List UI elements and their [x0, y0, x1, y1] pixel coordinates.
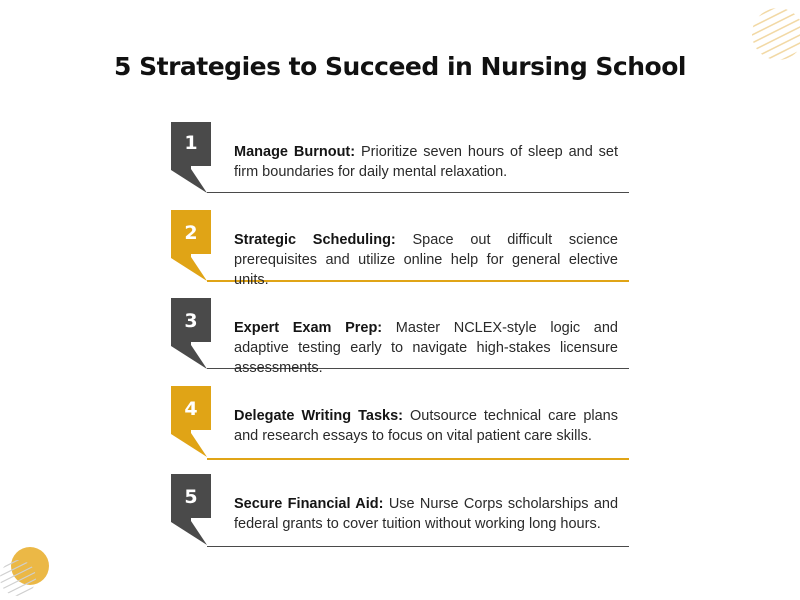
divider-line	[207, 458, 629, 460]
strategy-description	[234, 494, 618, 534]
strategy-label: Strategic Scheduling:	[234, 232, 396, 248]
strategy-text: Prioritize seven hours of sleep and set firm boundaries for daily mental relaxation.	[234, 144, 619, 180]
strategy-item	[171, 386, 629, 466]
number-badge	[171, 474, 211, 546]
number-badge	[171, 298, 211, 370]
decorative-circle-bottom-left	[0, 544, 56, 600]
number-badge	[171, 386, 211, 458]
strategy-label: Delegate Writing Tasks:	[234, 408, 403, 424]
strategy-description	[234, 142, 618, 182]
strategy-text: Space out difficult science prerequisites and utilize online help for general elective units.	[234, 232, 618, 288]
strategy-description	[234, 406, 618, 446]
strategy-label: Secure Financial Aid:	[234, 496, 384, 512]
strategy-number: 2	[184, 222, 198, 244]
strategy-item	[171, 122, 629, 202]
divider-line	[207, 546, 629, 547]
strategy-label: Manage Burnout:	[234, 144, 356, 160]
number-badge	[171, 210, 211, 282]
strategy-item	[171, 298, 629, 378]
strategy-label: Expert Exam Prep:	[234, 320, 383, 336]
strategy-text: Use Nurse Corps scholarships and federal grants to cover tuition without working long hours.	[234, 496, 619, 532]
strategy-description	[234, 318, 618, 378]
strategy-text: Master NCLEX-style logic and adaptive testing early to navigate high-stakes licensure assessments.	[234, 320, 618, 376]
strategy-number: 3	[184, 310, 198, 332]
page-title: 5 Strategies to Succeed in Nursing School	[114, 52, 686, 81]
strategy-number: 1	[184, 132, 198, 154]
divider-line	[207, 192, 629, 193]
strategy-description	[234, 230, 618, 290]
strategy-number: 5	[184, 486, 198, 508]
strategy-text: Outsource technical care plans and research essays to focus on vital patient care skills.	[234, 408, 618, 444]
number-badge	[171, 122, 211, 194]
strategy-item	[171, 210, 629, 290]
strategy-item	[171, 474, 629, 554]
strategy-number: 4	[184, 398, 198, 420]
